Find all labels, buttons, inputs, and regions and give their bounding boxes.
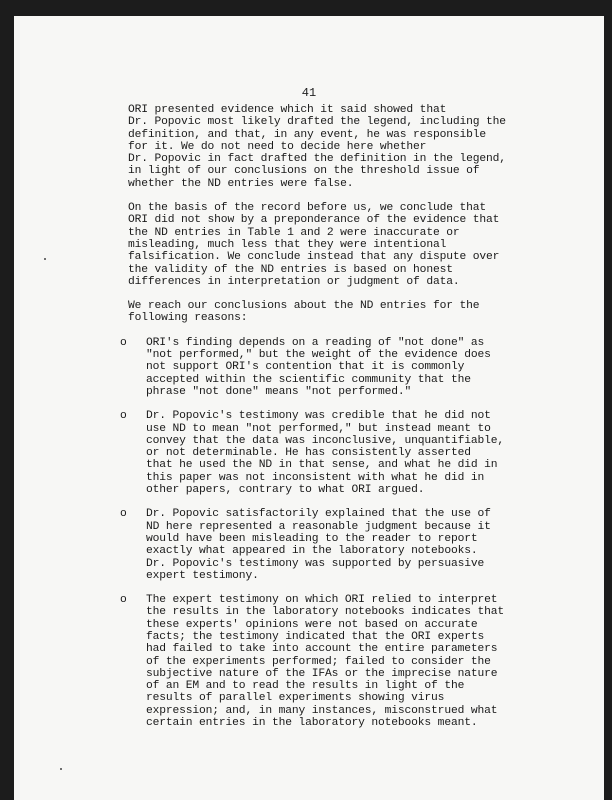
bullet-text: Dr. Popovic's testimony was credible that he did not use ND to mean "not performed," but instead meant to convey that the data was inconclusive, unquantifiable, or not determinable. He has consistently asserted that he used the ND in that sense, and what he did in this paper was not inconsistent with what he did in other papers, contrary to what ORI argued. [146, 410, 504, 497]
bullet-marker: o [120, 410, 127, 423]
list-item [120, 594, 528, 730]
bullet-text: ORI's finding depends on a reading of "not done" as "not performed," but the weight of the evidence does not support ORI's contention that it is commonly accepted within the scientific community that the phrase "not done" means "not performed." [146, 336, 491, 398]
list-item [120, 410, 528, 497]
paragraph-conclusion: On the basis of the record before us, we conclude that ORI did not show by a preponderance of the evidence that the ND entries in Table 1 and 2 were inaccurate or misleading, much less that they were intentional falsification. We conclude instead that any dispute over the validity of the ND entries is based on honest differences in interpretation or judgment of data. [128, 202, 500, 288]
bullet-marker: o [120, 594, 127, 607]
document-body [120, 104, 528, 741]
paragraph-reasons-intro: We reach our conclusions about the ND entries for the following reasons: [128, 300, 480, 325]
bullet-text: The expert testimony on which ORI relied to interpret the results in the laboratory notebooks indicates that these experts' opinions were not based on accurate facts; the testimony indicated that the ORI experts had failed to take into account the entire parameters of the experiments performed; failed to consider the subjective nature of the IFAs or the imprecise nature of an EM and to read the results in light of the results of parallel experiments showing virus expression; and, in many instances, misconstrued what certain entries in the laboratory notebooks meant. [146, 594, 504, 730]
reasons-list [120, 336, 528, 730]
bullet-marker: o [120, 508, 127, 521]
scan-speck [44, 258, 46, 260]
document-page [14, 16, 604, 800]
list-item [120, 336, 528, 398]
bullet-text: Dr. Popovic satisfactorily explained that the use of ND here represented a reasonable judgment because it would have been misleading to the reader to report exactly what appeared in the laboratory notebooks. Dr. Popovic's testimony was supported by persuasive expert testimony. [146, 508, 491, 582]
list-item [120, 508, 528, 582]
page-number: 41 [301, 86, 317, 100]
bullet-marker: o [120, 336, 127, 349]
scan-speck [60, 768, 62, 770]
paragraph-ori-evidence: ORI presented evidence which it said showed that Dr. Popovic most likely drafted the legend, including the definition, and that, in any event, he was responsible for it. We do not need to decide here whether Dr. Popovic in fact drafted the definition in the legend, in light of our conclusions on the threshold issue of whether the ND entries were false. [128, 104, 506, 190]
